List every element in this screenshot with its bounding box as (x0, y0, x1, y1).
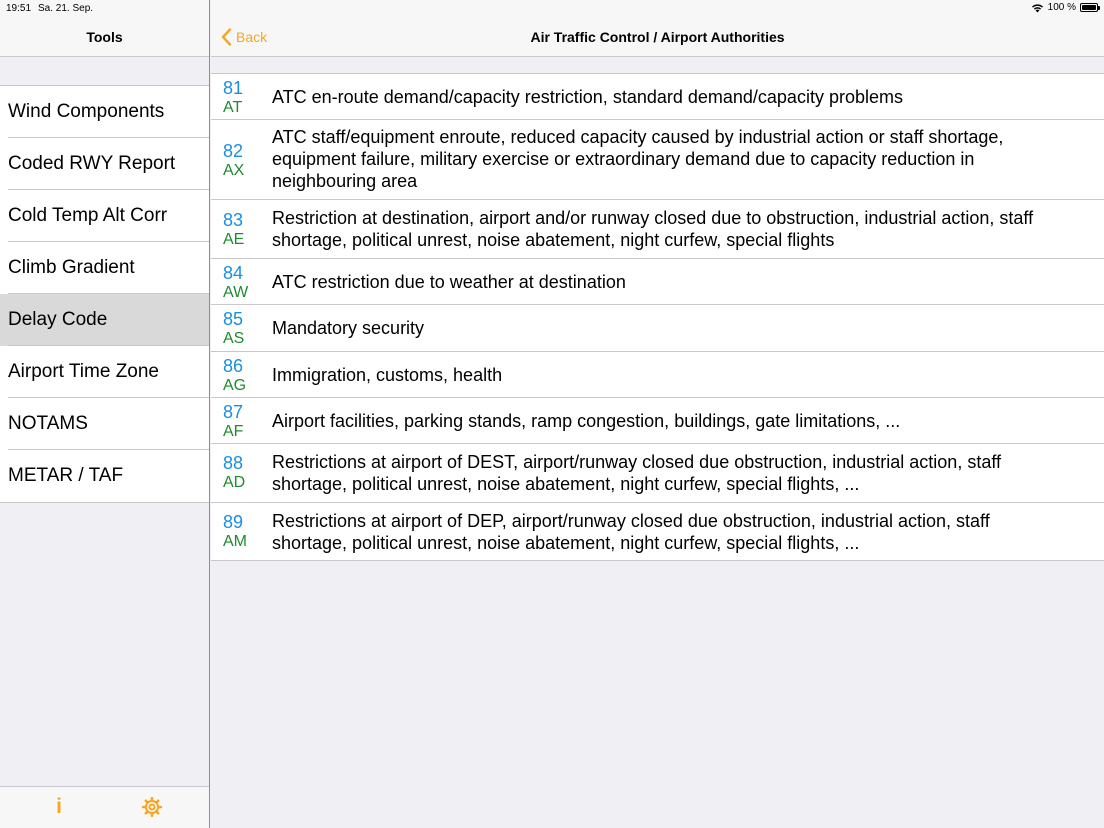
sidebar-item-coded-rwy-report[interactable] (0, 138, 209, 190)
list-item[interactable] (211, 305, 1104, 352)
sidebar-item-label: Cold Temp Alt Corr (8, 205, 168, 226)
gear-icon[interactable] (141, 796, 163, 818)
code-description: Mandatory security (272, 318, 425, 338)
status-date: Sa. 21. Sep. (38, 3, 94, 14)
sidebar-item-label: Delay Code (8, 309, 108, 330)
page-title: Air Traffic Control / Airport Authorities (530, 29, 785, 45)
sidebar (0, 0, 210, 828)
sidebar-item-delay-code[interactable] (0, 294, 209, 346)
sidebar-item-label: Coded RWY Report (8, 153, 176, 174)
list-item[interactable] (211, 398, 1104, 444)
code-description: ATC restriction due to weather at destination (272, 272, 626, 292)
sidebar-item-label: Wind Components (8, 101, 165, 122)
sidebar-item-cold-temp-alt-corr[interactable] (0, 190, 209, 242)
list-item[interactable] (211, 503, 1104, 560)
code-description: Airport facilities, parking stands, ramp congestion, buildings, gate limitations, ... (272, 411, 901, 431)
list-item[interactable] (211, 200, 1104, 259)
code-iata: AF (223, 423, 244, 440)
sidebar-item-notams[interactable] (0, 398, 209, 450)
code-iata: AG (223, 377, 247, 394)
delay-code-list (211, 73, 1104, 561)
wifi-icon (1031, 3, 1044, 13)
code-iata: AM (223, 533, 247, 550)
code-number: 83 (223, 210, 244, 230)
code-description: Restrictions at airport of DEP, airport/runway closed due obstruction, industrial action, staff shortage, political unrest, noise abatement, night curfew, special flights, ... (272, 511, 990, 553)
code-number: 81 (223, 78, 244, 98)
code-description: Restriction at destination, airport and/or runway closed due to obstruction, industrial action, staff shortage, political unrest, noise abatement, night curfew, special flights (272, 208, 1034, 250)
list-item[interactable] (211, 352, 1104, 398)
code-iata: AD (223, 474, 246, 491)
status-bar (0, 0, 1104, 16)
code-number: 85 (223, 309, 244, 329)
code-description: Immigration, customs, health (272, 365, 503, 385)
info-icon[interactable]: i (56, 795, 62, 818)
list-item[interactable] (211, 259, 1104, 305)
sidebar-footer (0, 786, 209, 828)
code-iata: AW (223, 284, 249, 301)
list-item[interactable] (211, 120, 1104, 200)
code-number: 82 (223, 141, 244, 161)
code-description: ATC en-route demand/capacity restriction, standard demand/capacity problems (272, 87, 903, 107)
sidebar-item-label: NOTAMS (8, 413, 88, 434)
code-iata: AT (223, 99, 243, 116)
code-number: 86 (223, 356, 244, 376)
list-item[interactable] (211, 74, 1104, 120)
sidebar-item-label: METAR / TAF (8, 465, 124, 486)
code-iata: AE (223, 231, 245, 248)
back-label: Back (236, 29, 268, 45)
sidebar-item-metar-taf[interactable] (0, 450, 209, 502)
code-number: 87 (223, 402, 244, 422)
code-iata: AX (223, 162, 245, 179)
status-indicators (1031, 2, 1098, 13)
battery-icon (1080, 3, 1098, 12)
battery-percent: 100 % (1047, 2, 1076, 13)
sidebar-item-airport-time-zone[interactable] (0, 346, 209, 398)
sidebar-item-label: Climb Gradient (8, 257, 135, 278)
sidebar-item-wind-components[interactable] (0, 86, 209, 138)
sidebar-list (0, 85, 209, 503)
sidebar-title: Tools (86, 29, 123, 45)
code-description: ATC staff/equipment enroute, reduced capacity caused by industrial action or staff shortage, equipment failure, military exercise or extraordinary demand due to capacity reduction in neighbouring area (272, 127, 1004, 191)
main-panel (211, 0, 1104, 828)
code-number: 84 (223, 263, 244, 283)
code-number: 89 (223, 512, 244, 532)
sidebar-item-climb-gradient[interactable] (0, 242, 209, 294)
code-description: Restrictions at airport of DEST, airport/runway closed due obstruction, industrial action, staff shortage, political unrest, noise abatement, night curfew, special flights, ... (272, 452, 1002, 494)
list-item[interactable] (211, 444, 1104, 503)
code-number: 88 (223, 453, 244, 473)
code-iata: AS (223, 330, 245, 347)
sidebar-item-label: Airport Time Zone (8, 361, 159, 382)
status-time: 19:51 (6, 3, 32, 14)
